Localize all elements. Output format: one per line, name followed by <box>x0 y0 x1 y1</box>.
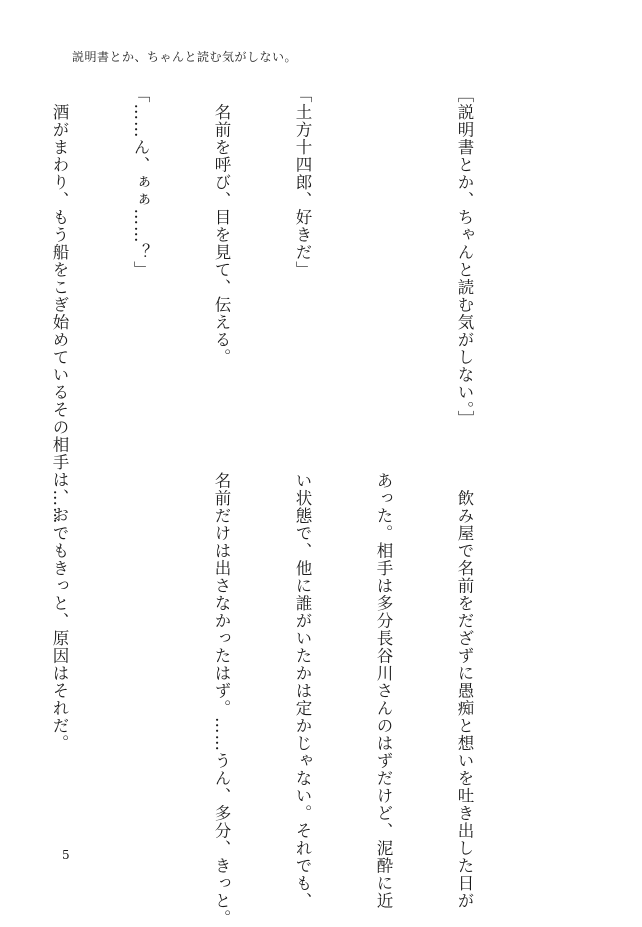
text-line: い状態で、他に誰がいたかは定かじゃない。それでも、 <box>293 472 312 910</box>
text-line: あった。相手は多分長谷川さんのはずだけど、泥酔に近 <box>374 472 393 910</box>
upper-text-block <box>50 86 532 524</box>
text-line: 名前を呼び、目を見て、伝える。 <box>212 86 231 366</box>
text-line: ［説明書とか、ちゃんと読む気がしない。］ <box>455 86 474 428</box>
page-number: 5 <box>62 848 70 862</box>
text-line: 「土方十四郎、好きだ」 <box>293 86 312 279</box>
blank-line <box>370 86 397 446</box>
text-line: 名前だけは出さなかったはず。……うん、多分、きっと。 <box>212 472 231 927</box>
text-line: ……でもきっと、原因はそれだ。 <box>50 472 69 752</box>
running-header: 説明書とか、ちゃんと読む気がしない。 <box>72 50 298 64</box>
text-line: 「……ん、ぁぁ……？」 <box>131 86 150 279</box>
text-line: 飲み屋で名前をだざずに愚痴と想いを吐き出した日が <box>455 472 474 910</box>
text-line: 酒がまわり、もう船をこぎ始めているその相手は、お <box>50 86 69 524</box>
lower-text-block <box>50 472 532 927</box>
blank-line <box>127 472 154 832</box>
